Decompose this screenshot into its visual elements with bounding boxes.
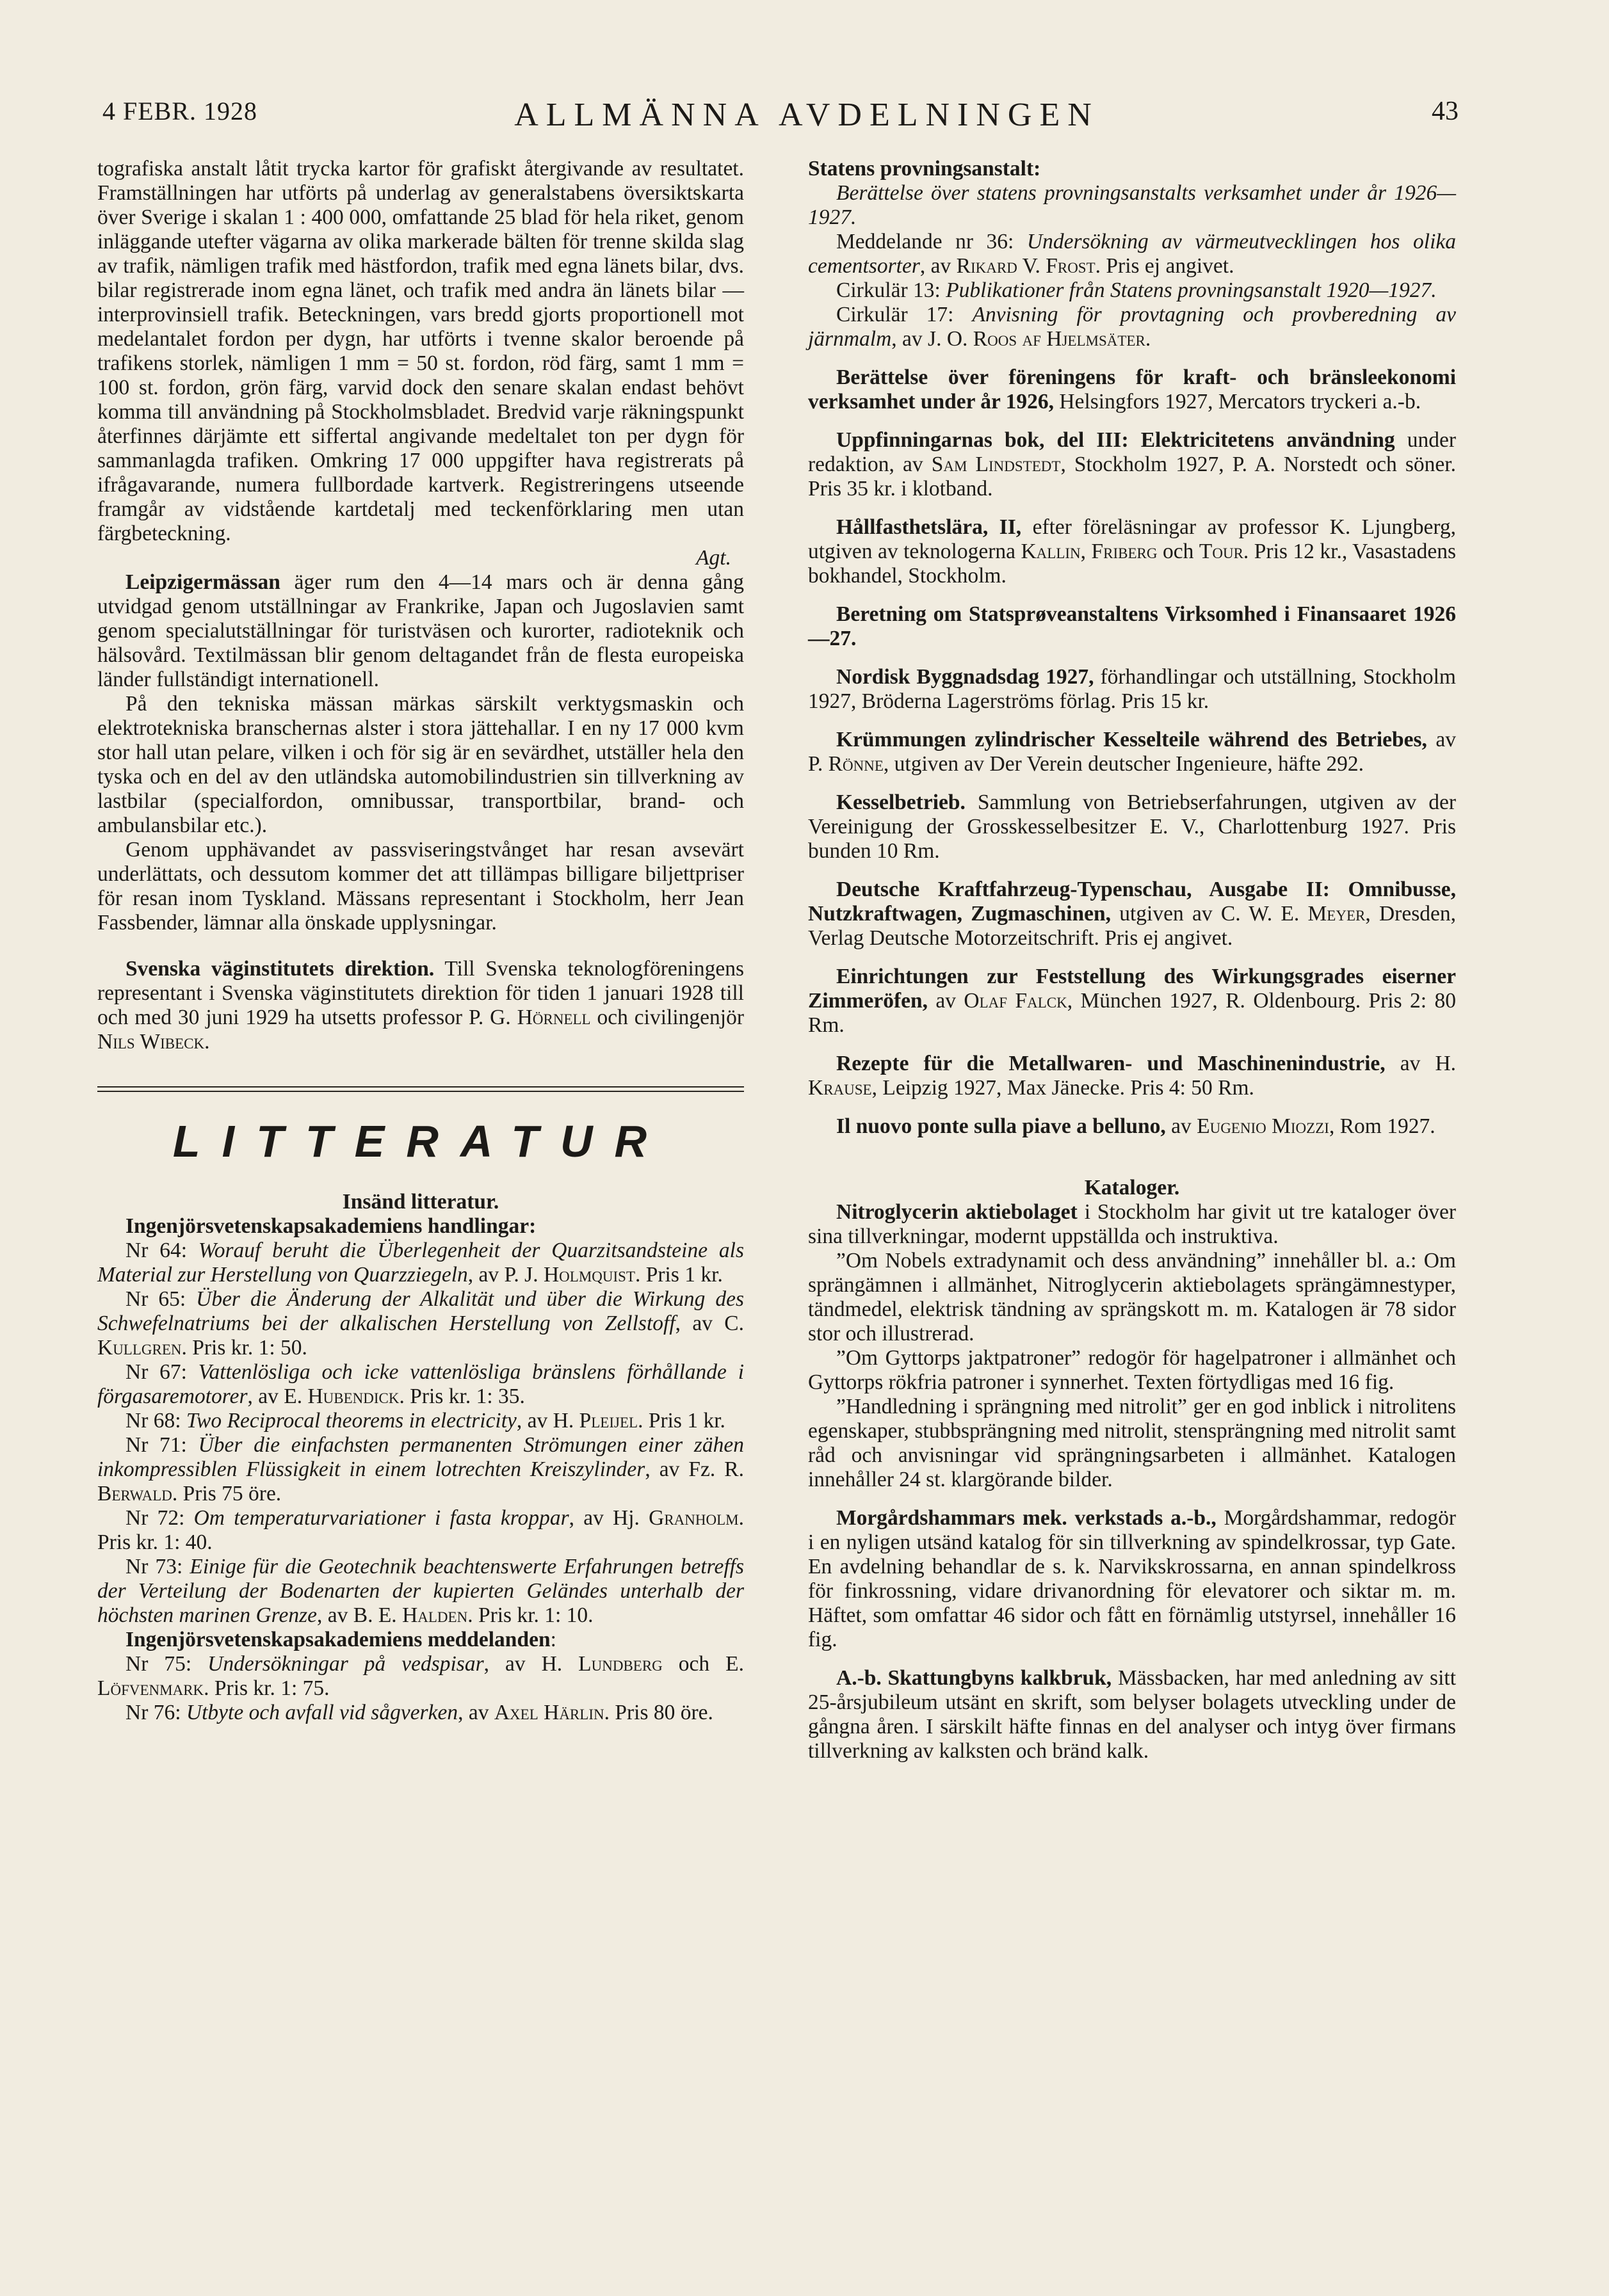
item-text: Helsingfors 1927, Mercators tryckeri a.-b. bbox=[1054, 390, 1421, 413]
item-number: Cirkulär 13: bbox=[836, 278, 946, 302]
item-price: . Pris 75 öre. bbox=[172, 1482, 282, 1505]
iva-meddelanden-heading-line bbox=[97, 1628, 744, 1652]
item-number: Nr 75: bbox=[125, 1652, 208, 1676]
item-author: Hubendick bbox=[307, 1385, 400, 1408]
item-text: Morgårdshammar, redogör i en nyligen utsänd katalog för sin tillverkning av spindelkrossar, typ Gate. En avdelning behandlar de s. k. Narvikskrossarna, en annan spindelkross för finkrossning, vidare drivanordning för elevatorer och siktar m. m. Häftet, som omfattar 46 sidor och fått en förnämlig utstyrsel, innehåller 16 fig. bbox=[808, 1506, 1457, 1651]
iva-meddelanden-heading: Ingenjörsvetenskapsakademiens meddelanden bbox=[125, 1628, 551, 1651]
kataloger-heading: Kataloger. bbox=[1084, 1176, 1180, 1200]
svenska-heading: Svenska väginstitutets direktion. bbox=[125, 957, 435, 981]
list-item bbox=[808, 665, 1456, 714]
item-text: , Stockholm 1927, P. A. Norstedt och söner. Pris 35 kr. i klotband. bbox=[808, 453, 1456, 501]
item-text: , Rom 1927. bbox=[1329, 1114, 1435, 1138]
list-item bbox=[97, 1433, 744, 1506]
list-item: Beretning om Statsprøveanstaltens Virksomhed i Finansaaret 1926—27. bbox=[808, 602, 1456, 650]
nitroglycerin-catalog-3: ”Handledning i sprängning med nitrolit” ger en god inblick i nitrolitens egenskaper, stubbsprängning med nitrolit, stensprängning med nitrolit samt råd och anvisningar vid sprängningsarbeten i allmänhet. Katalogen innehåller 24 st. klargörande bilder. bbox=[808, 1395, 1456, 1491]
litteratur-heading: LITTERATUR bbox=[172, 1116, 669, 1166]
section-title: ALLMÄNNA AVDELNINGEN bbox=[514, 97, 1099, 133]
item-text: , av C. bbox=[675, 1312, 744, 1335]
item-text: av bbox=[927, 989, 964, 1013]
leipzig-text: äger rum den 4—14 mars och är denna gång utvidgad genom utställningar av Frankrike, Japan och Jugoslavien samt genom specialutställningar för turistväsen och kurorter, radioteknik och hälsovård. Textilmässan blir genom deltagandet från de flesta europeiska länder fullständigt internationell. bbox=[97, 570, 744, 691]
item-text: av H. bbox=[1385, 1052, 1457, 1075]
item-text: , av Hj. bbox=[569, 1506, 649, 1530]
list-item bbox=[97, 1506, 744, 1555]
item-title: Uppfinningarnas bok, del III: Elektricitetens användning bbox=[836, 428, 1395, 452]
item-title: Über die einfachsten permanenten Strömungen einer zähen inkompressiblen Flüssigkeit in einem lotrechten Kreiszylinder bbox=[97, 1433, 744, 1481]
item-text: , utgiven av Der Verein deutscher Ingenieure, häfte 292. bbox=[883, 752, 1364, 776]
item-text: , Dresden, Verlag Deutsche Motorzeitschrift. Pris ej angivet. bbox=[808, 902, 1456, 950]
item-number: Cirkulär 17: bbox=[836, 303, 973, 326]
item-text: , München 1927, R. Oldenbourg. Pris 2: 80 Rm. bbox=[808, 989, 1457, 1037]
list-item bbox=[808, 278, 1456, 303]
leipzig-paragraph-3: Genom upphävandet av passviseringstvånget har resan avsevärt underlättats, och dessutom kommer det att tillämpas billigare biljettpriser för resan inom Tyskland. Mässans representant i Stockholm, herr Jean Fassbender, lämnar alla önskade upplysningar. bbox=[97, 838, 744, 935]
item-price: . Pris kr. 1: 40. bbox=[97, 1506, 744, 1554]
skattungbyn-entry bbox=[808, 1666, 1456, 1763]
item-text: under redaktion, av bbox=[808, 428, 1456, 476]
statens-berattelse: Berättelse över statens provningsanstalts verksamhet under år 1926—1927. bbox=[808, 181, 1456, 229]
right-column bbox=[808, 157, 1456, 1763]
item-number: Meddelande nr 36: bbox=[836, 230, 1027, 253]
item-author: Holmquist bbox=[543, 1263, 635, 1287]
item-author: Eugenio Miozzi bbox=[1197, 1114, 1329, 1138]
item-title: Vattenlösliga och icke vattenlösliga bränslens förhållande i förgasaremotorer bbox=[97, 1360, 744, 1408]
item-title: Anvisning för provtagning och provberedning av järnmalm bbox=[808, 303, 1456, 351]
list-item bbox=[808, 515, 1456, 588]
item-author: Kullgren bbox=[97, 1336, 182, 1360]
item-title: Om temperaturvariationer i fasta kroppar bbox=[193, 1506, 569, 1530]
item-title: Publikationer från Statens provningsanstalt 1920—1927. bbox=[946, 278, 1437, 302]
item-number: Nr 76: bbox=[125, 1701, 186, 1724]
list-item bbox=[97, 1360, 744, 1409]
list-item bbox=[808, 728, 1456, 776]
list-item bbox=[97, 1652, 744, 1701]
item-text: , av E. bbox=[247, 1385, 308, 1408]
item-author: Meyer bbox=[1307, 902, 1366, 926]
item-text: av P. bbox=[808, 728, 1456, 776]
morgardshammar-entry bbox=[808, 1506, 1456, 1652]
item-text: , av J. O. bbox=[891, 327, 973, 351]
item-title: Morgårdshammars mek. verkstads a.-b., bbox=[836, 1506, 1217, 1530]
page-number: 43 bbox=[1432, 97, 1459, 126]
item-text: , av B. E. bbox=[317, 1603, 403, 1627]
item-author: Krause bbox=[808, 1076, 872, 1100]
item-author: Tour bbox=[1199, 540, 1243, 563]
iva-handlingar-heading: Ingenjörsvetenskapsakademiens handlingar: bbox=[125, 1214, 537, 1238]
list-item bbox=[808, 303, 1456, 351]
item-text: , av bbox=[919, 254, 957, 278]
item-number: Nr 71: bbox=[125, 1433, 198, 1457]
issue-date: 4 FEBR. 1928 bbox=[102, 97, 258, 125]
item-text: , Leipzig 1927, Max Jänecke. Pris 4: 50 Rm. bbox=[871, 1076, 1254, 1100]
item-title: Nordisk Byggnadsdag 1927, bbox=[836, 665, 1094, 689]
leipzig-article-intro bbox=[97, 570, 744, 692]
list-item bbox=[808, 878, 1456, 951]
traffic-map-article: tografiska anstalt låtit trycka kartor för grafiskt återgivande av resultatet. Framställningen har utförts på underlag av generalstabens översiktskarta över Sverige i skalan 1 : 400 000, omfattande 25 blad för hela riket, genom inläggande utefter vägarna av olika markerade bälten för trenne skilda slag av trafik, nämligen trafik med hästfordon, trafik med egna länets bilar, dvs. bilar registrerade inom egna länet, och trafik med andra än länets bilar — interprovinsiell trafik. Beteckningen, vars bredd gjorts proportionell mot medelantalet fordon per dygn, har utförts i tvenne skalor beroende på trafikens storlek, nämligen 1 mm = 50 st. fordon, röd färg, samt 1 mm = 100 st. fordon, grön färg, varvid dock den senare skalan endast behövt komma till användning på Stockholmsbladet. Bredvid varje räkningspunkt återfinnes därjämte ett siffertal angivande medeltalet ton per dygn för sammanlagda trafiken. Omkring 17 000 uppgifter hava registrerats på ifrågavarande, numera fullbordade kartverk. Registreringens utseende framgår av vidstående kartdetalj med teckenförklaring men utan färgbeteckning. bbox=[97, 157, 744, 545]
nitroglycerin-catalog-2: ”Om Gyttorps jaktpatroner” redogör för hagelpatroner i allmänhet och Gyttorps rökfria patroner i synnerhet. Texten förtydligas med 16 fig. bbox=[808, 1346, 1456, 1394]
item-text: , av H. bbox=[516, 1409, 579, 1433]
item-title: Il nuovo ponte sulla piave a belluno, bbox=[836, 1114, 1166, 1138]
heading-colon: : bbox=[550, 1628, 556, 1651]
item-title: Krümmungen zylindrischer Kesselteile während des Betriebes, bbox=[836, 728, 1427, 751]
svenska-text: och civilingenjör bbox=[590, 1006, 744, 1029]
svenska-text: Till Svenska teknologföreningens representant i Svenska väginstitutets direktion för tiden 1 januari 1928 till och med 30 juni 1929 ha utsetts professor P. G. bbox=[97, 957, 744, 1029]
list-item bbox=[808, 1114, 1456, 1139]
leipzig-heading: Leipzigermässan bbox=[125, 570, 280, 594]
item-text: Sammlung von Betriebserfahrungen, utgiven av der Vereinigung der Grosskesselbesitzer E. V., Charlottenburg 1927. Pris bunden 10 Rm. bbox=[808, 791, 1456, 863]
leipzig-paragraph-2: På den tekniska mässan märkas särskilt verktygsmaskin och elektrotekniska branschernas alster i stora jättehallar. I en ny 17 000 kvm stor hall utan pelare, vilken i och för sig är en sevärdhet, utställer hela den tyska och en del av den utländska automobilindustrien sin tillverkning av lastbilar (specialfordon, omnibussar, transportbilar, brand- och ambulansbilar etc.). bbox=[97, 692, 744, 837]
item-price: . Pris kr. 1: 50. bbox=[181, 1336, 307, 1360]
item-author: Rikard V. Frost bbox=[956, 254, 1096, 278]
item-author: Friberg bbox=[1091, 540, 1158, 563]
item-number: Nr 67: bbox=[125, 1360, 198, 1384]
item-author: Pleijel bbox=[579, 1409, 638, 1433]
item-title: Einrichtungen zur Feststellung des Wirkungsgrades eiserner Zimmeröfen, bbox=[808, 965, 1456, 1013]
list-item bbox=[808, 428, 1456, 501]
item-title: Berättelse över föreningens för kraft- och bränsleekonomi verksamhet under år 1926, bbox=[808, 365, 1456, 413]
item-text: , av bbox=[458, 1701, 494, 1724]
item-text: i Stockholm har givit ut tre kataloger över sina tillverkningar, modernt uppställda och instruktiva. bbox=[808, 1200, 1457, 1248]
item-title: Nitroglycerin aktiebolaget bbox=[836, 1200, 1078, 1224]
list-item bbox=[808, 365, 1456, 414]
item-text: . bbox=[1145, 327, 1151, 351]
item-title: Utbyte och avfall vid sågverken bbox=[186, 1701, 458, 1724]
item-title: Einige für die Geotechnik beachtenswerte Erfahrungen betreffs der Verteilung der Bodenarten der kupierten Geländes unterhalb der höchsten marinen Grenze bbox=[97, 1555, 744, 1627]
person-name: Hörnell bbox=[517, 1006, 591, 1029]
item-text: av bbox=[1165, 1114, 1197, 1138]
item-title: Undersökning av värmeutvecklingen hos olika cementsorter bbox=[808, 230, 1456, 278]
item-title: Rezepte für die Metallwaren- und Maschinenindustrie, bbox=[836, 1052, 1386, 1075]
item-author: Berwald bbox=[97, 1482, 172, 1505]
item-text: förhandlingar och utställning, Stockholm 1927, Bröderna Lagerströms förlag. Pris 15 kr. bbox=[808, 665, 1456, 713]
item-number: Nr 73: bbox=[125, 1555, 190, 1578]
insand-litteratur-heading: Insänd litteratur. bbox=[342, 1190, 499, 1214]
item-title: Undersökningar på vedspisar bbox=[207, 1652, 484, 1676]
item-author: Kallin bbox=[1021, 540, 1081, 563]
item-title: Worauf beruht die Überlegenheit der Quarzitsandsteine als Material zur Herstellung von Quarzziegeln bbox=[97, 1239, 745, 1287]
item-author: Lundberg bbox=[578, 1652, 663, 1676]
list-item bbox=[808, 230, 1456, 278]
svenska-vaginstitutet-article bbox=[97, 957, 744, 1054]
item-title: Hållfasthetslära, II, bbox=[836, 515, 1022, 539]
list-item bbox=[97, 1555, 744, 1628]
article-signature: Agt. bbox=[696, 546, 731, 570]
item-number: Nr 64: bbox=[125, 1239, 198, 1262]
item-number: Nr 68: bbox=[125, 1409, 186, 1433]
list-item bbox=[808, 965, 1456, 1038]
item-text: , av P. J. bbox=[467, 1263, 544, 1287]
item-price: . Pris 80 öre. bbox=[604, 1701, 713, 1724]
item-price: . Pris 1 kr. bbox=[638, 1409, 725, 1433]
item-title: Deutsche Kraftfahrzeug-Typenschau, Ausgabe II: Omnibusse, Nutzkraftwagen, Zugmaschinen, bbox=[808, 878, 1456, 926]
item-author: Roos af Hjelmsäter bbox=[973, 327, 1145, 351]
section-divider bbox=[97, 1086, 744, 1095]
item-price: . Pris kr. 1: 35. bbox=[399, 1385, 525, 1408]
item-author: Granholm bbox=[649, 1506, 739, 1530]
item-text: . Pris 12 kr., Vasastadens bokhandel, Stockholm. bbox=[808, 540, 1456, 588]
item-author: Olaf Falck bbox=[964, 989, 1067, 1013]
svenska-text: . bbox=[204, 1030, 210, 1054]
item-text: , bbox=[1080, 540, 1092, 563]
item-author: Rönne bbox=[828, 752, 884, 776]
item-price: . Pris 1 kr. bbox=[635, 1263, 723, 1287]
item-title: Über die Änderung der Alkalität und über die Wirkung des Schwefelnatriums bei der alkalischen Herstellung von Zellstoff bbox=[97, 1287, 745, 1335]
item-price: . Pris kr. 1: 10. bbox=[467, 1603, 594, 1627]
item-text: Mässbacken, har med anledning av sitt 25-årsjubileum utsänt en skrift, som belyser bolagets utveckling under de gångna åren. I särskilt häfte finnas en del analyser och intyg över firmans tillverkning av kalksten och bränd kalk. bbox=[808, 1666, 1456, 1763]
list-item bbox=[97, 1239, 744, 1287]
statens-provningsanstalt-heading: Statens provningsanstalt: bbox=[808, 157, 1041, 181]
item-number: Nr 72: bbox=[125, 1506, 194, 1530]
item-price: . Pris ej angivet. bbox=[1095, 254, 1234, 278]
list-item bbox=[97, 1287, 744, 1360]
item-price: . Pris kr. 1: 75. bbox=[204, 1676, 330, 1700]
item-title: A.-b. Skattungbyns kalkbruk, bbox=[836, 1666, 1112, 1690]
item-title: Kesselbetrieb. bbox=[836, 791, 966, 814]
item-author: Sam Lindstedt bbox=[931, 453, 1061, 476]
item-text: utgiven av C. W. E. bbox=[1110, 902, 1308, 926]
list-item bbox=[97, 1409, 744, 1433]
list-item bbox=[808, 791, 1456, 863]
item-author: Axel Härlin bbox=[494, 1701, 604, 1724]
item-text: och E. bbox=[662, 1652, 744, 1676]
item-author: Halden bbox=[402, 1603, 468, 1627]
item-text: och bbox=[1157, 540, 1199, 563]
item-text: , av H. bbox=[483, 1652, 579, 1676]
list-item bbox=[808, 1052, 1456, 1100]
left-column bbox=[97, 157, 744, 1725]
nitroglycerin-intro bbox=[808, 1200, 1456, 1249]
nitroglycerin-catalog-1: ”Om Nobels extradynamit och dess användning” innehåller bl. a.: Om sprängämnen i allmänhet, Nitroglycerin aktiebolagets sprängämnestyper, tändmedel, elektrisk tändning av sprängskott m. m. Katalogen är 78 sidor stor och illustrerad. bbox=[808, 1249, 1456, 1345]
item-number: Nr 65: bbox=[125, 1287, 197, 1311]
person-name: Nils Wibeck bbox=[97, 1030, 205, 1054]
list-item bbox=[97, 1701, 744, 1725]
item-text: efter föreläsningar av professor K. Ljungberg, utgiven av teknologerna bbox=[808, 515, 1456, 563]
item-author: Löfvenmark bbox=[97, 1676, 204, 1700]
item-title: Two Reciprocal theorems in electricity bbox=[186, 1409, 517, 1433]
item-text: , av Fz. R. bbox=[645, 1457, 744, 1481]
